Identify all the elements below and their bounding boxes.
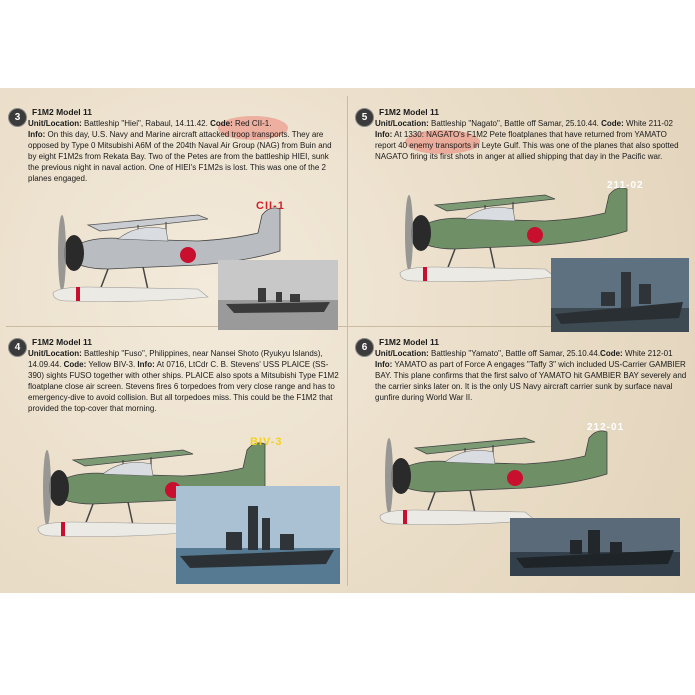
unit-value: Battleship "Hiei", Rabaul, 14.11.42. (81, 119, 211, 128)
battleship-photo (176, 486, 340, 584)
battleship-photo (218, 260, 338, 330)
panel-description (375, 348, 689, 403)
tail-marking: 212-01 (587, 422, 625, 433)
info-value: YAMATO as part of Force A engages "Taffy 3" wich included US-Carrier GAMBIER BAY. This plane confirms that the first salvo of YAMATO hit GAMBIER BAY severely and the carrier sinks later on. It is the only US Navy aircraft carrier sunk by surface naval gunfire during World War II. (375, 360, 687, 402)
unit-label: Unit/Location: (375, 349, 429, 358)
code-label: Code: (63, 360, 87, 369)
info-label: Info: (375, 360, 393, 369)
panel-fuso (8, 338, 343, 566)
info-value: At 0716, LtCdr C. B. Stevens' USS PLAICE (SS-390) sights FUSO together with other ships. PLAICE also spots a Mitsubishi Type F1M2 floatplane close air screen. Stevens fires 6 torpedoes from very close range and has to emergency-dive to avoid collision. But all torpedoes miss. This could be the F1M2 that provided the top-cover that morning. (28, 360, 339, 413)
code-value: White 212-01 (622, 349, 673, 358)
battleship-photo (551, 258, 689, 332)
unit-value: Battleship "Fuso", Philippines, near Nansei Shoto (Ryukyu Islands), 14.09.44. (28, 349, 323, 369)
code-value: White 211-02 (623, 119, 673, 128)
code-label: Code: (600, 349, 623, 358)
unit-label: Unit/Location: (28, 119, 82, 128)
panel-number-badge: 6 (355, 338, 374, 357)
panel-number-badge: 4 (8, 338, 27, 357)
panel-title: F1M2 Model 11 (32, 107, 92, 117)
code-value: Red CII-1. (232, 119, 272, 128)
info-value: At 1330: NAGATO's F1M2 Pete floatplanes that have returned from YAMATO report 40 enemy transports in Leyte Gulf. This was one of the planes that also spotted NAGATO firing its first shots in anger at allied shipping that day in the Pacific war. (375, 130, 679, 161)
panel-description (375, 118, 689, 162)
info-value: On this day, U.S. Navy and Marine aircraft attacked troop transports. They are opposed by Type 0 Mitsubishi A6M of the 204th Naval Air Group (NAG) from Buin and by eight F1M2s from Rekata Bay. Two of the Petes are from the battleship HIEI, sunk the previous night in naval action. One of HIEI's F1M2s is lost. This was one of the 2 planes engaged. (28, 130, 332, 183)
unit-value: Battleship "Yamato", Battle off Samar, 25.10.44. (428, 349, 601, 358)
panel-title: F1M2 Model 11 (379, 337, 439, 347)
info-label: Info: (28, 130, 46, 139)
battleship-photo (510, 518, 680, 576)
panel-title: F1M2 Model 11 (32, 337, 92, 347)
unit-label: Unit/Location: (375, 119, 429, 128)
unit-label: Unit/Location: (28, 349, 82, 358)
panel-title: F1M2 Model 11 (379, 107, 439, 117)
panel-yamato (355, 338, 690, 566)
aircraft-drawing (380, 431, 607, 525)
info-label: Info: (375, 130, 393, 139)
panel-description (28, 118, 342, 184)
code-label: Code: (210, 119, 233, 128)
panel-number-badge: 3 (8, 108, 27, 127)
panel-hiei (8, 108, 343, 336)
code-label: Code: (601, 119, 624, 128)
panel-nagato (355, 108, 690, 336)
info-label: Info: (137, 360, 155, 369)
vertical-divider (347, 96, 348, 586)
panel-description (28, 348, 342, 414)
tail-marking: 211-02 (607, 180, 644, 191)
tail-marking: CII-1 (256, 200, 285, 212)
panel-number-badge: 5 (355, 108, 374, 127)
tail-marking: BIV-3 (250, 436, 283, 448)
unit-value: Battleship "Nagato", Battle off Samar, 25.10.44. (428, 119, 602, 128)
code-value: Yellow BIV-3. (86, 360, 138, 369)
